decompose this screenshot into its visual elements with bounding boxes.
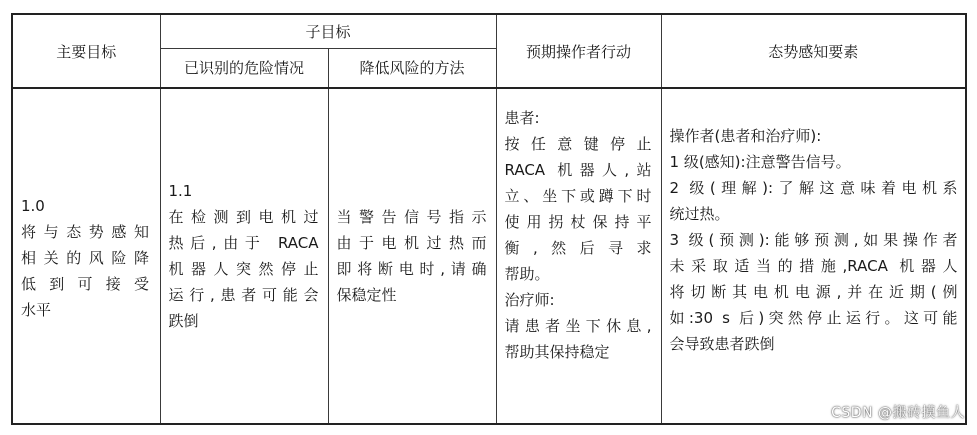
hazard-line: 运行,患者可能会 <box>168 286 319 304</box>
awareness-line: 会导致患者跌倒 <box>669 335 775 353</box>
action-line: 患者: <box>504 109 540 127</box>
action-line: 按任意键停止 <box>504 135 652 153</box>
risk-line: 由于电机过热而 <box>336 234 487 252</box>
awareness-line: 如:30 s 后)突然停止运行。这可能 <box>669 309 958 327</box>
awareness-line: 将切断其电机电源,并在近期(例 <box>669 283 958 301</box>
header-identified-hazard: 已识别的危险情况 <box>160 48 328 88</box>
cell-risk-reduction <box>328 88 496 424</box>
header-row-1 <box>12 14 966 48</box>
action-line: 请患者坐下休息, <box>504 317 652 335</box>
risk-line: 即将断电时,请确 <box>336 260 487 278</box>
action-line: 衡,然后寻求 <box>504 239 652 257</box>
cell-situational-awareness <box>661 88 966 424</box>
header-operator-action: 预期操作者行动 <box>496 14 661 88</box>
action-line: 立、坐下或蹲下时 <box>504 187 652 205</box>
cell-operator-action <box>496 88 661 424</box>
awareness-line: 统过热。 <box>669 205 730 223</box>
hazard-line: 1.1 <box>168 182 193 200</box>
awareness-line: 1 级(感知):注意警告信号。 <box>669 153 851 171</box>
action-line: 帮助其保持稳定 <box>504 343 610 361</box>
main-goal-line: 1.0 <box>21 197 45 215</box>
table-row <box>12 88 966 424</box>
hazard-line: 跌倒 <box>168 312 199 330</box>
goal-table <box>11 13 967 425</box>
main-goal-line: 将与态势感知 <box>21 223 149 241</box>
header-sub-goal: 子目标 <box>160 14 496 48</box>
action-line: RACA 机器人,站 <box>504 161 652 179</box>
hazard-line: 热后,由于 RACA <box>168 234 319 252</box>
action-line: 帮助。 <box>504 265 550 283</box>
awareness-line: 操作者(患者和治疗师): <box>669 127 822 145</box>
risk-line: 保稳定性 <box>336 286 397 304</box>
awareness-line: 2 级(理解):了解这意味着电机系 <box>669 179 958 197</box>
action-line: 使用拐杖保持平 <box>504 213 652 231</box>
awareness-line: 未采取适当的措施,RACA 机器人 <box>669 257 958 275</box>
header-risk-reduction: 降低风险的方法 <box>328 48 496 88</box>
cell-main-goal <box>12 88 160 424</box>
header-situational-awareness: 态势感知要素 <box>661 14 966 88</box>
awareness-line: 3 级(预测):能够预测,如果操作者 <box>669 231 958 249</box>
header-main-goal: 主要目标 <box>12 14 160 88</box>
cell-identified-hazard <box>160 88 328 424</box>
hazard-line: 在检测到电机过 <box>168 208 319 226</box>
main-goal-line: 水平 <box>21 301 52 319</box>
main-goal-line: 低到可接受 <box>21 275 149 293</box>
watermark: CSDN @搬砖摸鱼人 <box>831 405 965 421</box>
action-line: 治疗师: <box>504 291 555 309</box>
risk-line: 当警告信号指示 <box>336 208 487 226</box>
main-goal-line: 相关的风险降 <box>21 249 149 267</box>
hazard-line: 机器人突然停止 <box>168 260 319 278</box>
